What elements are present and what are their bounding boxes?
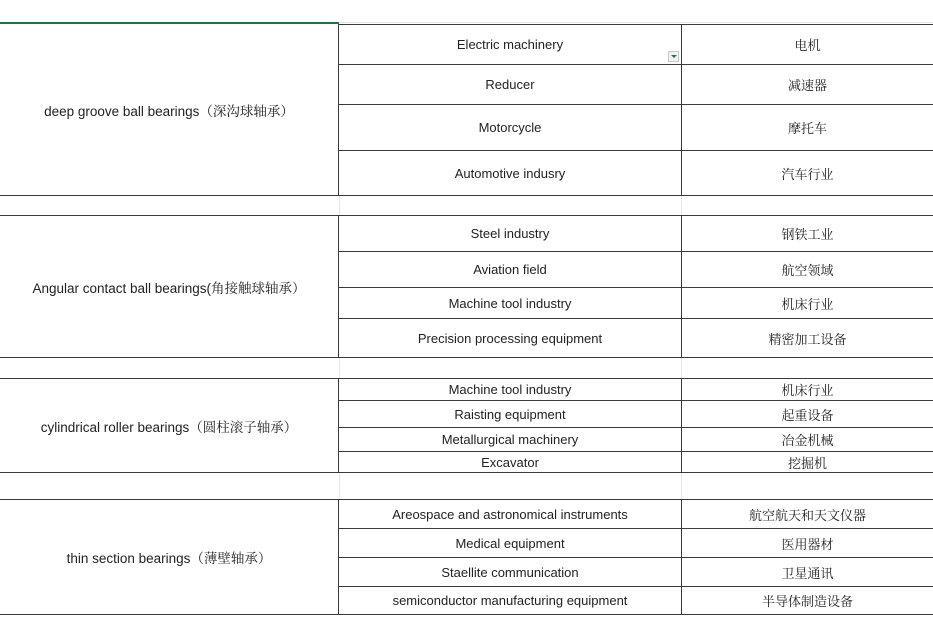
application-en-cell[interactable]: Raisting equipment [454,406,566,422]
application-zh-cell[interactable]: 航空航天和天文仪器 [748,507,866,523]
application-zh-cell[interactable]: 减速器 [787,78,827,93]
application-en-cell[interactable]: Excavator [481,454,539,470]
application-en-cell[interactable]: Electric machinery [456,36,564,52]
application-zh-cell[interactable]: 挖掘机 [787,455,827,471]
application-zh-cell[interactable]: 钢铁工业 [781,227,834,242]
application-zh-cell[interactable]: 半导体制造设备 [761,594,853,609]
category-cell[interactable]: deep groove ball bearings（深沟球轴承） [44,103,294,119]
application-zh-cell[interactable]: 航空领域 [781,263,834,278]
application-zh-cell[interactable]: 起重设备 [781,407,834,423]
application-en-cell[interactable]: Aviation field [473,262,547,277]
application-zh-cell[interactable]: 冶金机械 [781,433,834,448]
dropdown-arrow-icon[interactable] [668,51,679,62]
category-cell[interactable]: Angular contact ball bearings(角接触球轴承） [32,280,306,296]
category-cell[interactable]: thin section bearings（薄壁轴承） [66,551,272,566]
application-en-cell[interactable]: semiconductor manufacturing equipment [392,593,628,608]
application-en-cell[interactable]: Machine tool industry [448,295,572,311]
application-en-cell[interactable]: Areospace and astronomical instruments [392,506,628,522]
application-en-cell[interactable]: Reducer [485,77,535,92]
application-zh-cell[interactable]: 卫星通讯 [781,565,834,581]
category-cell[interactable]: cylindrical roller bearings（圆柱滚子轴承） [40,419,298,435]
application-zh-cell[interactable]: 机床行业 [781,296,834,312]
application-en-cell[interactable]: Medical equipment [455,535,565,551]
application-en-cell[interactable]: Metallurgical machinery [441,432,579,447]
application-en-cell[interactable]: Machine tool industry [448,382,572,397]
application-en-cell[interactable]: Automotive indusry [454,165,566,181]
application-zh-cell[interactable]: 精密加工设备 [768,331,847,347]
application-en-cell[interactable]: Precision processing equipment [417,330,603,346]
application-en-cell[interactable]: Staellite communication [441,564,579,580]
application-zh-cell[interactable]: 机床行业 [781,383,834,398]
application-zh-cell[interactable]: 电机 [794,37,821,53]
application-zh-cell[interactable]: 汽车行业 [781,166,834,182]
application-en-cell[interactable]: Motorcycle [478,120,542,135]
application-en-cell[interactable]: Steel industry [470,226,550,241]
application-zh-cell[interactable]: 医用器材 [781,536,834,552]
application-zh-cell[interactable]: 摩托车 [787,121,827,136]
